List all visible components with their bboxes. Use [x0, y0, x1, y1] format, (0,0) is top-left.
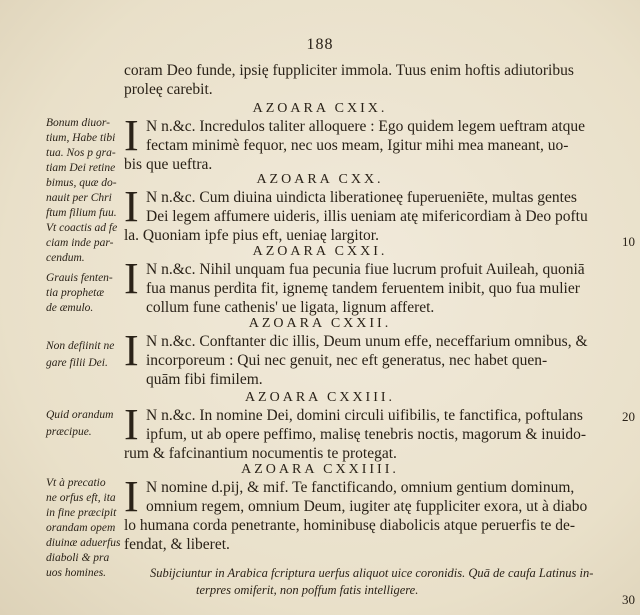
text-line: fendat, & liberet. [124, 536, 230, 553]
margin-note: Bonum diuor- [46, 117, 110, 129]
margin-note: diaboli & pra [46, 552, 110, 564]
text-line: quām fibi fimilem. [146, 371, 263, 388]
line-number: 30 [622, 592, 635, 607]
margin-note: uos homines. [46, 567, 107, 579]
text-line: N n.&c. In nomine Dei, domini circuli uifibilis, te fanctifica, poftulans [146, 407, 583, 424]
azoara-heading: AZOARA CXXI. [252, 244, 388, 259]
azoara-heading: AZOARA CXX. [256, 172, 384, 187]
text-line: omnium regem, omnium Deum, iugiter atę fuppliciter exora, ut à diabo [146, 498, 588, 515]
text-line: N n.&c. Nihil unquam fua pecunia fiue lucrum profuit Auileah, quoniā [146, 261, 585, 278]
text-line: bis que ueftra. [124, 156, 213, 173]
margin-note: Non defiinit ne [46, 340, 115, 352]
margin-note: de æmulo. [46, 302, 94, 314]
margin-note: ftum filium fuu. [46, 207, 117, 219]
text-line: fua manus perdita fit, ignemę tandem feruentem inibit, quo fua mulier [146, 280, 580, 297]
footnote-line: Subijciuntur in Arabica fcriptura uerfus aliquot uice coronidis. Quā de caufa Latinus in- [150, 566, 594, 580]
text-line: Dei legem affumere uideris, illis ueniam atę mifericordiam à Deo poftu [146, 208, 588, 225]
azoara-heading: AZOARA CXXIIII. [241, 462, 399, 477]
text-line: N nomine d.pij, & mif. Te fanctificando, omnium gentium dominum, [146, 479, 575, 496]
page-number: 188 [306, 36, 334, 53]
text-line: la. Quoniam ipfe pius eft, ueniaę largitor. [124, 227, 379, 244]
line-number: 10 [622, 234, 635, 249]
text-line: N n.&c. Incredulos taliter alloquere : Ego quidem legem ueftram atque [146, 118, 586, 135]
text-line: collum fune cathenis' ue ligata, lignum afferet. [146, 299, 435, 316]
margin-note: ne orfus eft, ita [46, 492, 116, 504]
drop-cap: I [124, 254, 139, 303]
text-line: incorporeum : Qui nec genuit, nec eft generatus, nec habet quen- [146, 352, 548, 369]
azoara-heading: AZOARA CXXIII. [244, 390, 396, 405]
margin-note: Grauis fenten- [46, 272, 113, 284]
margin-note: diuinæ aduerfus [46, 537, 121, 549]
drop-cap: I [124, 182, 139, 231]
intro-line: coram Deo funde, ipsię fuppliciter immola. Tuus enim hoftis adiutoribus [124, 62, 574, 79]
text-line: ipfum, ut ab opere peffimo, malisę tenebris noctis, magorum & inuido- [146, 426, 587, 443]
margin-note: ciam inde par- [46, 237, 114, 249]
drop-cap: I [124, 111, 139, 160]
margin-note: præcipue. [46, 426, 92, 438]
margin-note: Quid orandum [46, 409, 114, 421]
text-line: rum & fafcinantium nocumentis te protegat. [124, 445, 397, 462]
azoara-heading: AZOARA CXIX. [252, 101, 388, 116]
margin-note: Vt coactis ad fe [46, 222, 118, 234]
text-line: N n.&c. Conftanter dic illis, Deum unum effe, neceffarium omnibus, & [146, 333, 588, 350]
margin-note: orandam opem [46, 522, 116, 534]
footnote-line: terpres omiferit, non poffum fatis intelligere. [196, 583, 419, 597]
drop-cap: I [124, 472, 139, 521]
drop-cap: I [124, 400, 139, 449]
margin-note: cendum. [46, 252, 85, 264]
margin-note: bimus, quæ do- [46, 177, 117, 189]
drop-cap: I [124, 326, 139, 375]
intro-line: proleę carebit. [124, 81, 213, 98]
text-line: lo humana corda penetrante, hominibusę diabolicis atque peruerfis te de- [124, 517, 576, 534]
margin-note: tua. Nos p gra- [46, 147, 116, 159]
text-line: fectam minimè fequor, nec uos meam, Igitur mihi mea maneant, uo- [146, 137, 569, 154]
azoara-heading: AZOARA CXXII. [248, 316, 392, 331]
text-line: N n.&c. Cum diuina uindicta liberationeę fuperueniēte, multas gentes [146, 189, 577, 206]
margin-note: tiam Dei retine [46, 162, 116, 174]
margin-note: tium, Habe tibi [46, 132, 116, 144]
margin-note: in fine præcipit [46, 507, 117, 519]
margin-note: Vt à precatio [46, 477, 106, 489]
margin-note: tia prophetæ [46, 287, 105, 299]
margin-note: nauit per Chri [46, 192, 112, 204]
line-number: 20 [622, 409, 635, 424]
margin-note: gare filii Dei. [46, 357, 108, 369]
